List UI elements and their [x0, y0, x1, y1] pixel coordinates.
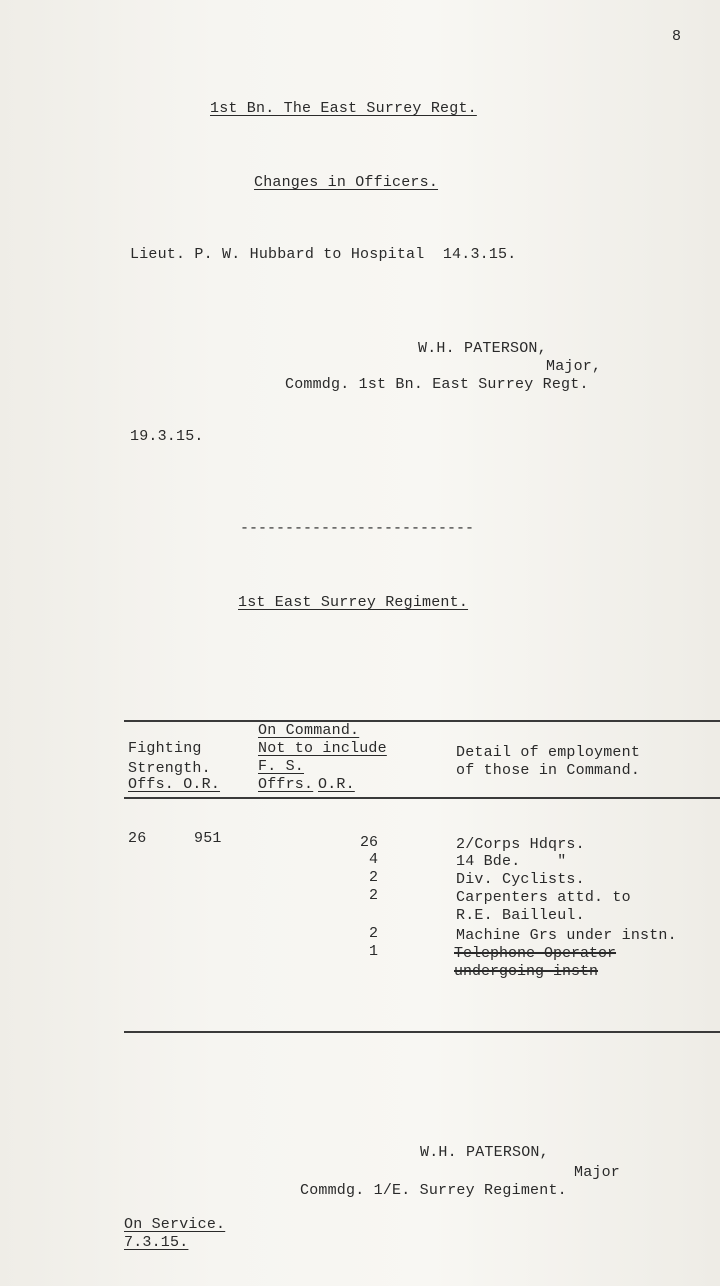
regiment-heading: 1st East Surrey Regiment.: [238, 594, 469, 611]
officer-change-entry: Lieut. P. W. Hubbard to Hospital 14.3.15.: [130, 246, 517, 263]
detail-header-2: of those in Command.: [456, 762, 641, 779]
signatory-rank-2: Major: [574, 1164, 621, 1181]
detail-6: Machine Grs under instn.: [456, 927, 677, 944]
strength-header: Strength.: [128, 760, 211, 777]
signatory-title: Commdg. 1st Bn. East Surrey Regt.: [285, 376, 589, 393]
detail-1: 2/Corps Hdqrs.: [456, 836, 585, 853]
signatory-name-2: W.H. PATERSON,: [420, 1144, 549, 1161]
fighting-header: Fighting: [128, 740, 202, 757]
detail-7-struck: [454, 945, 616, 963]
detail-5: R.E. Bailleul.: [456, 907, 585, 924]
or-header: O.R.: [318, 776, 355, 793]
changes-heading: Changes in Officers.: [254, 174, 439, 191]
detail-8-struck: [454, 963, 598, 981]
table-bottom-rule: [124, 1031, 720, 1033]
footer-date: 7.3.15.: [124, 1234, 189, 1251]
detail-8-text: undergoing instn: [454, 963, 599, 980]
unit-heading: 1st Bn. The East Surrey Regt.: [210, 100, 477, 117]
offrs-header: Offrs.: [258, 776, 314, 793]
table-top-rule: [124, 720, 720, 722]
not-to-include-header: Not to include: [258, 740, 387, 757]
signatory-title-2: Commdg. 1/E. Surrey Regiment.: [300, 1182, 567, 1199]
on-service-label: On Service.: [124, 1216, 226, 1233]
detail-3: Div. Cyclists.: [456, 871, 585, 888]
detail-header-1: Detail of employment: [456, 744, 641, 761]
command-or-4: 2: [368, 887, 378, 904]
fighting-offs-value: 26: [128, 830, 147, 847]
detail-7-text: Telephone Operator: [454, 945, 617, 962]
on-command-header: On Command.: [258, 722, 360, 739]
section-separator: --------------------------: [240, 520, 475, 537]
fs-header: F. S.: [258, 758, 305, 775]
detail-4: Carpenters attd. to: [456, 889, 631, 906]
signatory-name: W.H. PATERSON,: [418, 340, 547, 357]
report-date: 19.3.15.: [130, 428, 204, 445]
command-or-2: 4: [368, 851, 378, 868]
command-or-6: 2: [368, 925, 378, 942]
command-or-7: 1: [368, 943, 378, 960]
page-number: 8: [672, 28, 682, 45]
signatory-rank: Major,: [546, 358, 602, 375]
table-header-rule: [124, 797, 720, 799]
command-or-1: 26: [359, 834, 378, 851]
offs-or-header: Offs. O.R.: [128, 776, 221, 793]
command-or-3: 2: [368, 869, 378, 886]
fighting-or-value: 951: [194, 830, 222, 847]
detail-2: 14 Bde. ": [456, 853, 567, 870]
